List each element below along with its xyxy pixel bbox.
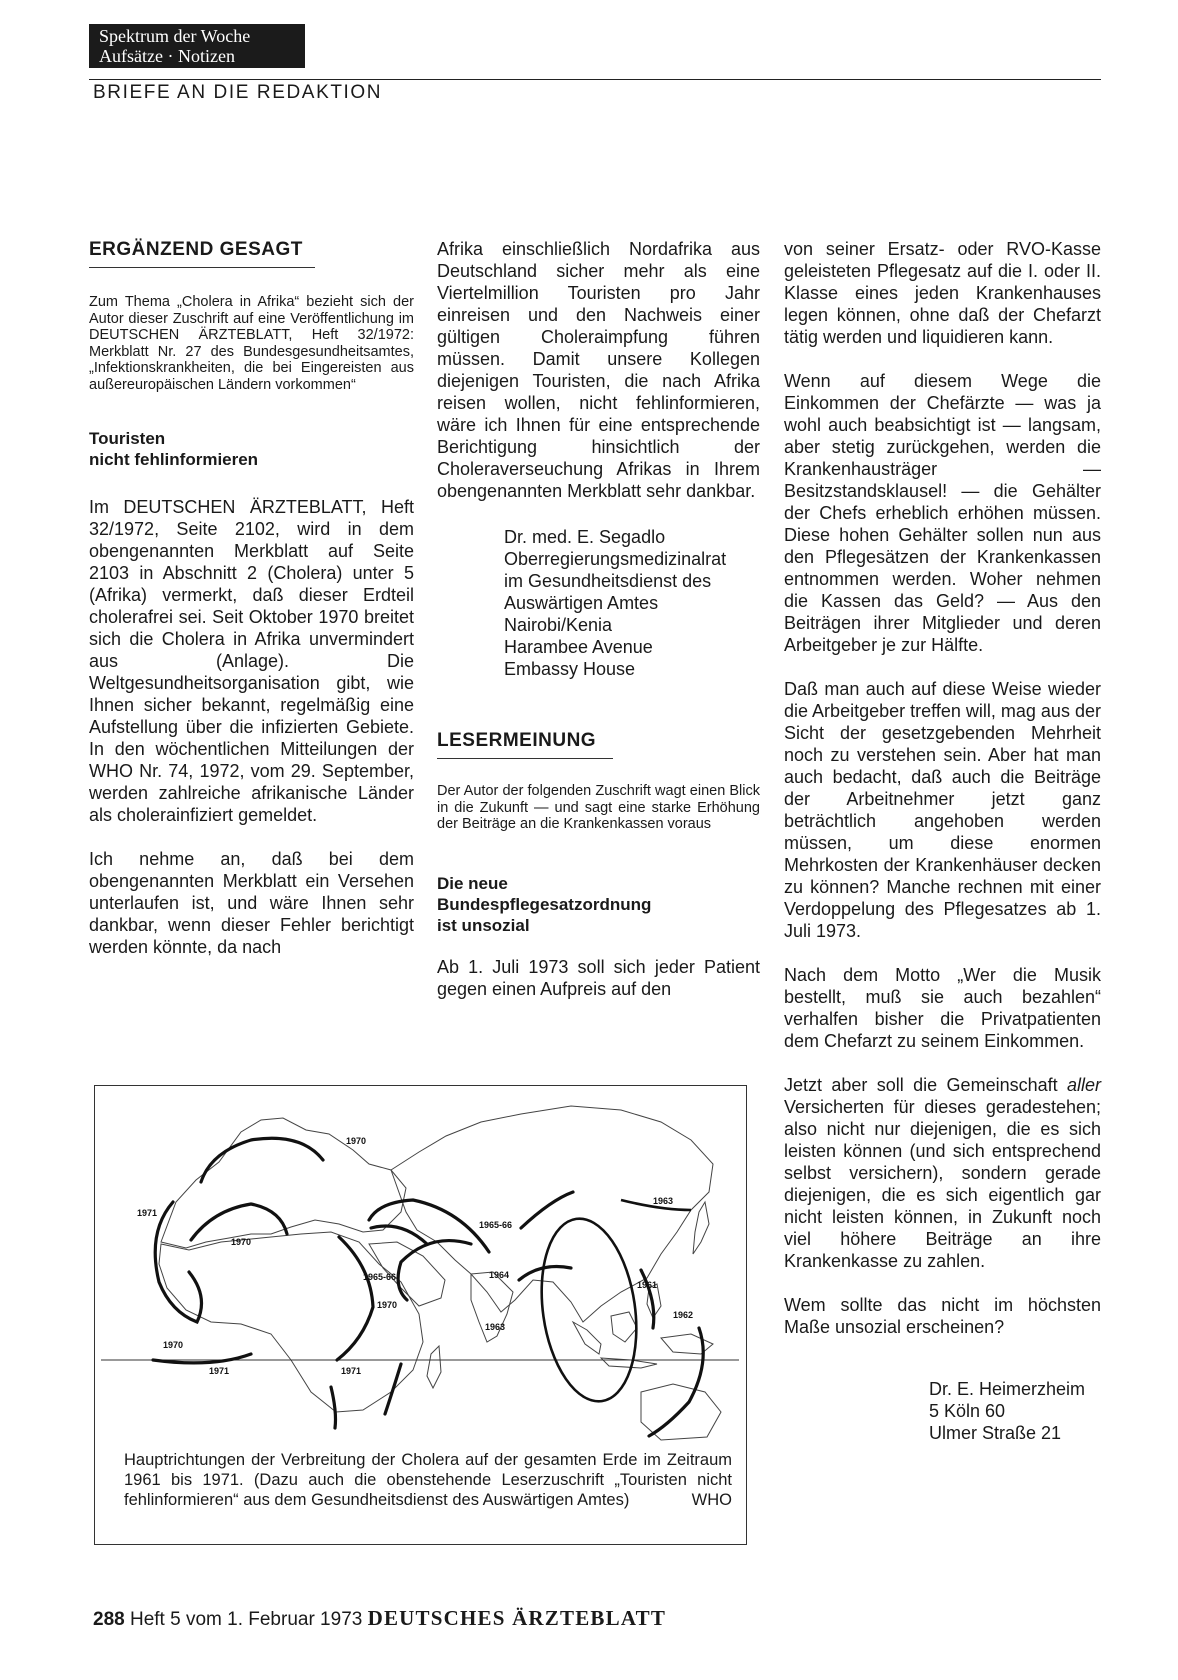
letter2-paragraph-4: Nach dem Motto „Wer die Musik bestellt, muß sie auch bezahlen“ verhalfen bisher die Privatpatienten dem Chefarzt zu seinem Einkommen.	[784, 965, 1101, 1051]
letter2-headline-line1: Die neue	[437, 873, 508, 893]
figure-caption-text: Hauptrichtungen der Verbreitung der Cholera auf der gesamten Erde im Zeitraum 1961 bis 1971. (Dazu auch die obenstehende Leserzuschrift „Touristen nicht fehlinformieren“ aus dem Gesundheitsdienst des Auswärtigen Amtes)	[124, 1451, 732, 1509]
letter1-rubric-rule	[89, 267, 315, 268]
letter2-paragraph-1-start: Ab 1. Juli 1973 soll sich jeder Patient gegen einen Aufpreis auf den	[437, 956, 760, 999]
letter2-headline	[437, 873, 760, 936]
letter1-headline-line1: Touristen	[89, 428, 166, 448]
map-label-1971-west: 1971	[137, 1208, 158, 1218]
signature-line: 5 Köln 60	[929, 1401, 1006, 1421]
map-label-1971-south-west: 1971	[209, 1366, 230, 1376]
map-label-1961: 1961	[637, 1280, 658, 1290]
letter2-paragraph-6: Wem sollte das nicht im höchsten Maße unsozial erscheinen?	[784, 1295, 1101, 1337]
journal-title: DEUTSCHES ÄRZTEBLATT	[367, 1606, 667, 1630]
signature-line: Oberregierungsmedizinalrat	[504, 549, 727, 569]
letter2-paragraph-5-b: Versicherten für dieses geradestehen; also nicht nur diejenigen, die es sich leisten können (und sich entsprechend selbst versichern), sondern gerade diejenigen, die es sich eigentlich gar nicht leisten können, in Zukunft noch viel höhere Beiträge an ihre Krankenkasse zu zahlen.	[784, 1097, 1101, 1271]
figure-caption	[124, 1450, 732, 1510]
letter2-rubric-rule	[437, 758, 613, 759]
map-label-1965-66-north: 1965-66	[479, 1220, 513, 1230]
map-label-1970-equator: 1970	[163, 1340, 184, 1350]
letter2-signature	[784, 1378, 1101, 1444]
page-number: 288	[93, 1609, 125, 1630]
letter1-paragraph-3: Afrika einschließlich Nordafrika aus Deutschland sicher mehr als eine Viertelmillion Touristen pro Jahr einreisen und den Nachweis einer gültigen Choleraimpfung führen müssen. Damit unsere Kollegen diejenigen Touristen, die nach Afrika reisen wollen, nicht fehlinformieren, wäre ich Ihnen für eine entsprechende Berichtigung hinsichtlich der Choleraverseuchung Afrikas in Ihrem obengenannten Merkblatt sehr dankbar.	[437, 239, 760, 501]
continent-outlines	[159, 1106, 721, 1440]
letter1-headline	[89, 428, 414, 470]
issue-line: Heft 5 vom 1. Februar 1973	[129, 1609, 363, 1630]
column-3	[784, 238, 1101, 1444]
map-label-1970-east-africa: 1970	[377, 1300, 398, 1310]
letter2-rubric: LESERMEINUNG	[437, 730, 597, 751]
signature-line: Nairobi/Kenia	[504, 615, 613, 635]
signature-line: im Gesundheitsdienst des	[504, 571, 712, 591]
page-footer	[93, 1606, 666, 1631]
letter2-paragraph-1-continued: von seiner Ersatz- oder RVO-Kasse geleisteten Pflegesatz auf die I. oder II. Klasse eines jeden Krankenhauses legen können, ohne daß der Chefarzt tätig werden und liquidieren kann.	[784, 239, 1101, 347]
letter1-headline-line2: nicht fehlinformieren	[89, 449, 259, 469]
signature-line: Harambee Avenue	[504, 637, 653, 657]
letter1-rubric: ERGÄNZEND GESAGT	[89, 239, 303, 260]
letter2-paragraph-5-a: Jetzt aber soll die Gemeinschaft	[784, 1075, 1067, 1095]
letter2-paragraph-2: Wenn auf diesem Wege die Einkommen der Chefärzte — was ja wohl auch beabsichtigt ist — langsam, aber stetig zurückgehen, werden die Krankenhausträger — Besitzstandsklausel! — die Gehälter der Chefs erheblich erhöhen müssen. Diese hohen Gehälter sollen nun aus den Pflegesätzen der Krankenkassen entnommen werden. Woher nehmen die Kassen das Geld? — Aus den Beiträgen ihrer Mitglieder und deren Arbeitgeber je zur Hälfte.	[784, 371, 1101, 655]
letter2-intro: Der Autor der folgenden Zuschrift wagt einen Blick in die Zukunft — und sagt eine starke Erhöhung der Beiträge an die Krankenkassen voraus	[437, 783, 760, 833]
signature-line: Dr. med. E. Segadlo	[504, 527, 666, 547]
se-asia-loop	[531, 1212, 648, 1407]
map-label-1970-sahara: 1970	[231, 1237, 252, 1247]
column-1	[89, 238, 414, 958]
figure-credit: WHO	[691, 1491, 732, 1509]
map-label-1964: 1964	[489, 1270, 510, 1280]
signature-line: Ulmer Straße 21	[929, 1423, 1062, 1443]
letter2-paragraph-3: Daß man auch auf diese Weise wieder die Arbeitgeber treffen will, mag aus der Sicht der gesetzgebenden Mehrheit noch zu verstehen sein. Aber hat man auch bedacht, daß auch die Beiträge der Arbeitnehmer jetzt ganz beträchtlich angehoben werden müssen, um diese enormen Mehrkosten der Krankenhäuser decken zu können? Manche rechnen mit einer Verdoppelung des Pflegesatzes ab 1. Juli 1973.	[784, 679, 1101, 941]
signature-line: Auswärtigen Amtes	[504, 593, 659, 613]
page-kicker: BRIEFE AN DIE REDAKTION	[93, 82, 383, 103]
signature-line: Dr. E. Heimerzheim	[929, 1379, 1086, 1399]
map-label-1963-south: 1963	[485, 1322, 506, 1332]
letter2-paragraph-5-emphasis: aller	[1066, 1075, 1101, 1095]
map-label-1963-north: 1963	[653, 1196, 674, 1206]
map-label-1962: 1962	[673, 1310, 694, 1320]
section-badge	[89, 24, 305, 68]
letter1-paragraph-2: Ich nehme an, daß bei dem obengenannten Merkblatt ein Versehen unterlaufen ist, und wäre Ihnen sehr dankbar, wenn dieser Fehler berichtigt werden könnte, da nach	[89, 848, 414, 957]
section-badge-line1: Spektrum der Woche	[99, 26, 251, 46]
letter1-paragraph-1: Im DEUTSCHEN ÄRZTEBLATT, Heft 32/1972, Seite 2102, wird in dem obengenannten Merkblatt auf Seite 2103 in Abschnitt 2 (Cholera) unter 5 (Afrika) vermerkt, daß dieser Erdteil cholerafrei sei. Seit Oktober 1970 breitet sich die Cholera in Afrika unvermindert aus (Anlage). Die Weltgesundheitsorganisation gibt, wie Ihnen sicher bekannt, regelmäßig eine Aufstellung über die infizierten Gebiete. In den wöchentlichen Mitteilungen der WHO Nr. 74, 1972, vom 29. September, werden zahlreiche afrikanische Länder als cholerainfiziert gemeldet.	[89, 496, 414, 825]
letter1-signature	[437, 526, 760, 680]
map-label-1971-south-east: 1971	[341, 1366, 362, 1376]
map-label-1965-66-south: 1965-66	[363, 1272, 397, 1282]
world-map	[101, 1092, 739, 1445]
section-badge-line2: Aufsätze · Notizen	[99, 46, 235, 66]
spread-arrows	[153, 1138, 703, 1436]
map-label-1970-north: 1970	[346, 1136, 367, 1146]
letter2-paragraph-5	[784, 1074, 1101, 1272]
letter1-intro: Zum Thema „Cholera in Afrika“ bezieht sich der Autor dieser Zuschrift auf eine Veröffentlichung im DEUTSCHEN ÄRZTEBLATT, Heft 32/1972: Merkblatt Nr. 27 des Bundesgesundheitsamtes, „Infektionskrankheiten, die bei Eingereisten aus außereuropäischen Ländern vorkommen“	[89, 294, 414, 393]
figure-cholera-map	[94, 1085, 747, 1545]
column-2	[437, 238, 760, 1000]
letter2-headline-line3: ist unsozial	[437, 915, 530, 935]
signature-line: Embassy House	[504, 659, 636, 679]
letter2-headline-line2: Bundespflegesatzordnung	[437, 894, 652, 914]
header-rule	[89, 79, 1101, 80]
